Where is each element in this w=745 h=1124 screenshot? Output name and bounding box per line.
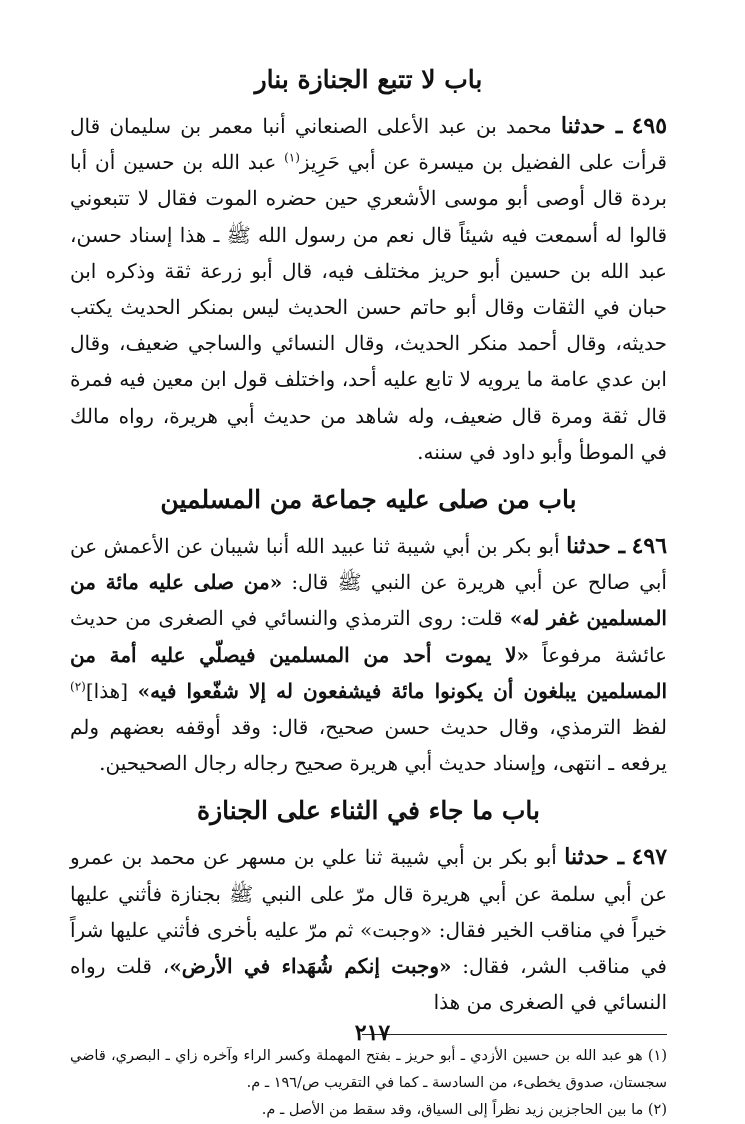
chapter-title-1: باب لا تتبع الجنازة بنار [254, 65, 483, 94]
hadith-text: أبو بكر بن أبي شيبة ثنا عبيد الله أنبا شيبان عن الأعمش عن أبي صالح عن أبي هريرة عن النبي ﷺ قال: [70, 534, 667, 595]
hadith-number: ٤٩٥ [631, 113, 668, 139]
page-number: ٢١٧ [354, 1020, 391, 1046]
hadith-matn: «من صلى عليه مائة من المسلمين غفر له» [70, 570, 667, 631]
chapter-title-3: باب ما جاء في الثناء على الجنازة [196, 796, 541, 826]
hadith-number: ٤٩٦ [631, 533, 668, 560]
footnote-ref-2: (٢) [70, 679, 86, 694]
hadith-text: لفظ الترمذي، وقال حديث حسن صحيح، قال: وقد أوقفه بعضهم ولم يرفعه ـ انتهى، وإسناد حديث أبي هريرة صحيح رجاله رجال الصحيحين. [70, 715, 667, 776]
haddathana-label: ـ حدثنا [560, 113, 623, 139]
footnote-1: (١) هو عبد الله بن حسين الأزدي ـ أبو حريز ـ بفتح المهملة وكسر الراء وآخره زاي ـ البصري، قاضي سجستان، صدوق يخطىء، من السادسة ـ كما في التقريب ص/١٩٦ ـ م. [70, 1048, 667, 1092]
hadith-495 [70, 108, 667, 470]
hadith-496 [70, 528, 667, 781]
hadith-text: ، قلت رواه النسائي في الصغرى من هذا [70, 954, 667, 1015]
hadith-text: عبد الله بن حسين أن أبا بردة قال أوصى أبو موسى الأشعري حين حضره الموت فقال لا تتبعوني قالوا له أسمعت فيه شيئاً قال نعم من رسول الله ﷺ ـ هذا إسناد حسن، عبد الله بن حسين أبو حريز مختلف فيه، قال أبو زرعة ثقة وذكره ابن حبان في الثقات وقال أبو حاتم حسن الحديث ليس بمنكر الحديث يكتب حديثه، وقال أحمد منكر الحديث، وقال النسائي والساجي ضعيف، وقال ابن عدي عامة ما يرويه لا تابع عليه أحد، واختلف قول ابن معين فيه فمرة قال ثقة ومرة قال ضعيف، وله شاهد من حديث أبي هريرة، رواه مالك في الموطأ وأبو داود في سننه. [70, 150, 668, 464]
hadith-text: محمد بن عبد الأعلى الصنعاني أنبا معمر بن سليمان قال قرأت على الفضيل بن ميسرة عن أبي حَرِيز [70, 114, 667, 175]
hadith-matn: «لا يموت أحد من المسلمين فيصلّي عليه أمة من المسلمين يبلغون أن يكونوا مائة فيشفعون له إلا شفّعوا فيه» [70, 642, 667, 703]
hadith-number: ٤٩٧ [631, 844, 668, 871]
hadith-matn: «وجبت إنكم شُهَداء في الأرض» [169, 954, 452, 979]
footnote-2: (٢) ما بين الحاجزين زيد نظراً إلى السياق، وقد سقط من الأصل ـ م. [261, 1102, 667, 1119]
footnote-ref-1: (١) [284, 150, 300, 165]
hadith-497 [70, 839, 667, 1020]
hadith-text: [هذا] [85, 678, 138, 703]
haddathana-label: ـ حدثنا [566, 533, 626, 560]
hadith-text: أبو بكر بن أبي شيبة ثنا علي بن مسهر عن محمد بن عمرو عن أبي سلمة عن أبي هريرة قال مرّ على النبي ﷺ بجنازة فأثني عليها خيراً في مناقب الخير فقال: «وجبت» ثم مرّ عليه بأخرى فأثني عليها شراً في مناقب الشر، فقال: [70, 845, 667, 979]
hadith-text: قلت: روى الترمذي والنسائي في الصغرى من حديث عائشة مرفوعاً [70, 606, 667, 667]
chapter-title-2: باب من صلى عليه جماعة من المسلمين [160, 485, 577, 515]
haddathana-label: ـ حدثنا [564, 844, 625, 871]
